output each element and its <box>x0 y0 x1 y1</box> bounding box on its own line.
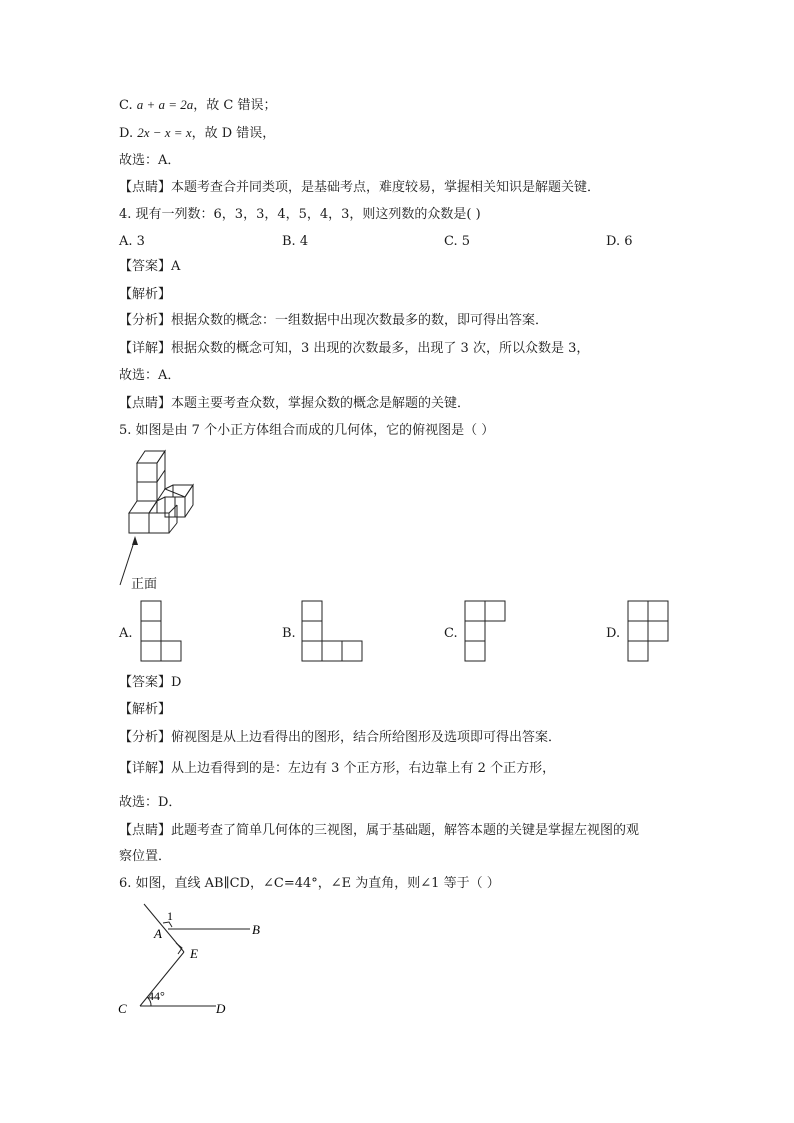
choice-5: 故选：D． <box>119 795 182 810</box>
q5-figure-d-svg <box>627 600 671 662</box>
dianjing-5a: 【点睛】此题考查了简单几何体的三视图，属于基础题，解答本题的关键是掌握左视图的观 <box>119 823 640 838</box>
opt-c-prefix: C. <box>119 98 137 113</box>
q5-label-d: D. <box>606 626 621 641</box>
answer-4: 【答案】A <box>119 259 181 274</box>
q5-figure-c-svg <box>464 600 508 662</box>
dianjing-1: 【点睛】本题考查合并同类项，是基础考点，难度较易，掌握相关知识是解题关键． <box>119 180 601 195</box>
fig6-label-b: B <box>252 922 260 937</box>
q5-figure-b-svg <box>301 600 365 662</box>
question-6: 6. 如图，直线 AB∥CD，∠C=44°，∠E 为直角，则∠1 等于（ ） <box>119 876 500 891</box>
opt-d-math: 2x − x = x <box>137 125 192 140</box>
opt-c-math: a + a = 2a <box>136 97 194 112</box>
opt-c-suffix: ，故 C 错误； <box>193 98 277 113</box>
jiexi-4: 【解析】 <box>119 287 172 302</box>
fig6-label-c: C <box>118 1001 127 1016</box>
cube-figure <box>110 443 210 593</box>
angle-figure <box>112 896 272 1024</box>
question-5: 5. 如图是由 7 个小正方体组合而成的几何体，它的俯视图是（ ） <box>119 423 495 438</box>
fig6-label-a: A <box>154 926 162 941</box>
q5-label-c: C. <box>444 626 458 641</box>
xiangjie-5: 【详解】从上边看得到的是：左边有 3 个正方形，右边靠上有 2 个正方形， <box>119 761 556 776</box>
opt-d-prefix: D. <box>119 126 138 141</box>
q5-figure-c <box>464 600 508 662</box>
line-opt-c <box>119 96 277 115</box>
q5-figure-a-svg <box>140 600 184 662</box>
front-label: 正面 <box>131 577 158 592</box>
choice-4: 故选：A． <box>119 368 181 383</box>
q4-option-c: C. 5 <box>444 234 471 249</box>
fig6-angle-label: 44° <box>148 989 165 1003</box>
dianjing-4: 【点睛】本题主要考查众数，掌握众数的概念是解题的关键． <box>119 396 471 411</box>
question-4: 4. 现有一列数：6，3，3，4，5，4，3，则这列数的众数是( ) <box>119 207 481 222</box>
fig6-label-d: D <box>216 1001 226 1016</box>
q5-figure-d <box>627 600 671 662</box>
xiangjie-4: 【详解】根据众数的概念可知，3 出现的次数最多，出现了 3 次，所以众数是 3， <box>119 341 590 356</box>
fenxi-5: 【分析】俯视图是从上边看得出的图形，结合所给图形及选项即可得出答案． <box>119 730 562 745</box>
fenxi-4: 【分析】根据众数的概念：一组数据中出现次数最多的数，即可得出答案． <box>119 313 549 328</box>
fig6-label-e: E <box>190 946 198 961</box>
q5-figure-b <box>301 600 365 662</box>
cube-figure-svg <box>110 443 210 593</box>
answer-5: 【答案】D <box>119 675 182 690</box>
line-opt-d <box>119 124 275 143</box>
q4-option-d: D. 6 <box>606 234 633 249</box>
q5-label-a: A. <box>119 626 133 641</box>
jiexi-5: 【解析】 <box>119 702 172 717</box>
angle-figure-svg <box>112 896 272 1024</box>
opt-d-suffix: ，故 D 错误， <box>191 126 276 141</box>
choice-1: 故选：A． <box>119 153 181 168</box>
dianjing-5b: 察位置． <box>119 849 172 864</box>
q5-label-b: B. <box>282 626 296 641</box>
fig6-label-1: 1 <box>167 909 173 923</box>
q4-option-a: A. 3 <box>119 234 145 249</box>
q4-option-b: B. 4 <box>282 234 309 249</box>
q5-figure-a <box>140 600 184 662</box>
